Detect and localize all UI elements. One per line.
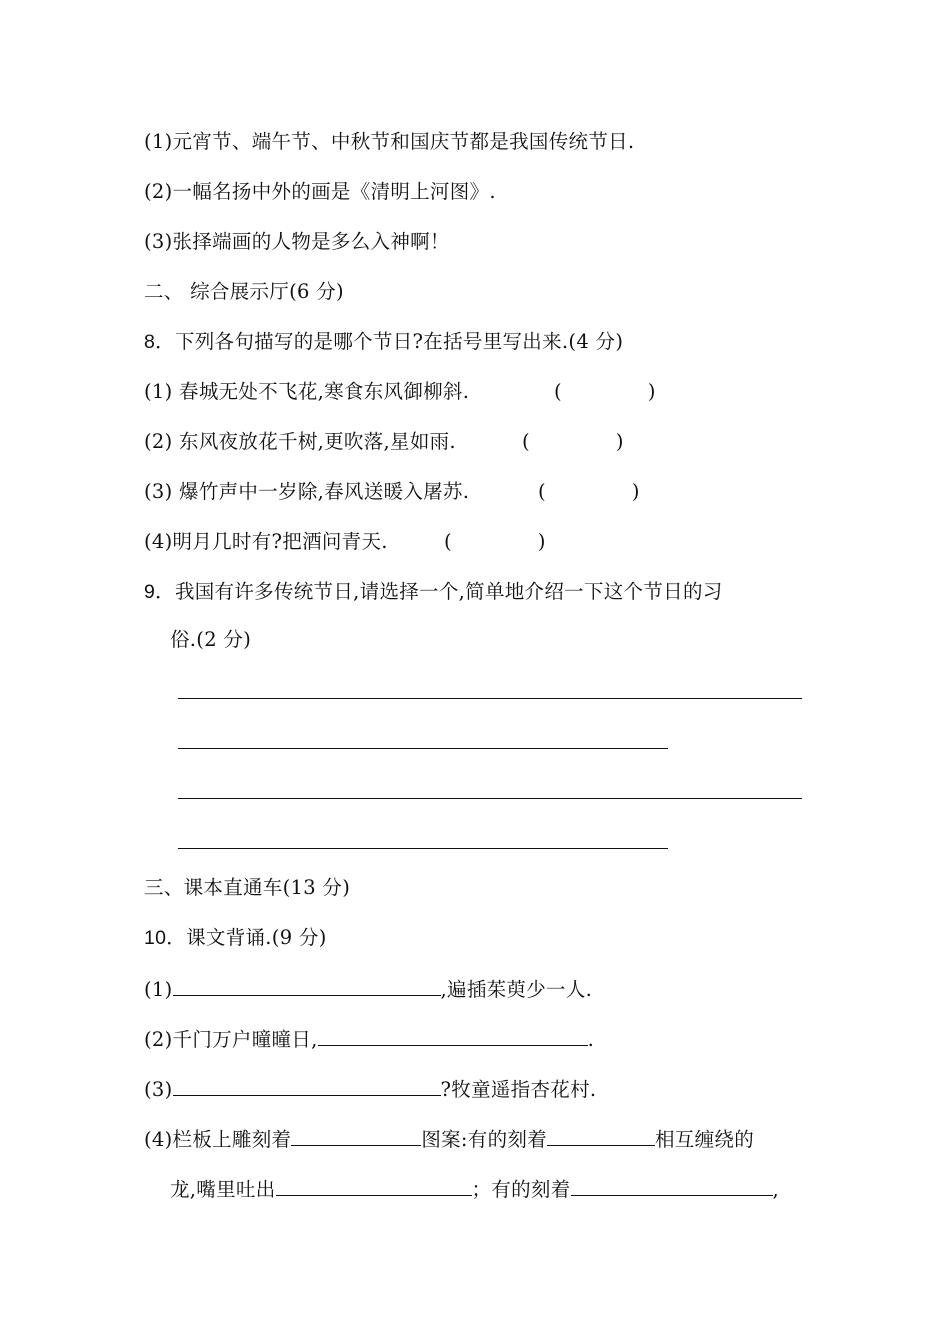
q8-number: 8． <box>144 331 175 353</box>
q7-sentence-1: (1)元宵节、端午节、中秋节和国庆节都是我国传统节日. <box>144 130 635 153</box>
answer-paren[interactable]: ( ) <box>554 380 656 403</box>
q7-sentence-2: (2)一幅名扬中外的画是《清明上河图》. <box>144 180 496 203</box>
q10-item-4-cont: 龙,嘴里吐出 ；有的刻着 , <box>170 1173 779 1203</box>
fill-blank[interactable] <box>173 1073 441 1096</box>
answer-line-2[interactable] <box>178 748 668 749</box>
q10-number: 10． <box>144 927 187 949</box>
q8-item-label: (3) 爆竹声中一岁除,春风送暖入屠苏. <box>144 480 470 503</box>
q9-number: 9． <box>144 581 175 603</box>
section-3-title: 三、课本直通车(13 分) <box>144 876 351 899</box>
q9-stem-line2: 俗.(2 分) <box>170 628 252 651</box>
answer-line-1[interactable] <box>178 698 802 699</box>
answer-line-4[interactable] <box>178 848 668 849</box>
q9-stem-line1: 我国有许多传统节日,请选择一个,简单地介绍一下这个节日的习 <box>174 580 723 603</box>
q10-item-2: (2)千门万户曈曈日, . <box>144 1023 594 1053</box>
q8-heading <box>144 327 623 357</box>
q10-item-4: (4)栏板上雕刻着 图案:有的刻着 相互缠绕的 <box>144 1123 754 1153</box>
answer-paren[interactable]: ( ) <box>538 480 640 503</box>
q10-item-3: (3) ?牧童遥指杏花村. <box>144 1073 596 1103</box>
answer-line-3[interactable] <box>178 798 802 799</box>
answer-paren[interactable]: ( ) <box>444 530 546 553</box>
q8-item-label: (2) 东风夜放花千树,更吹落,星如雨. <box>144 430 456 453</box>
fill-blank[interactable] <box>173 973 441 996</box>
q8-stem: 下列各句描写的是哪个节日?在括号里写出来.(4 分) <box>174 330 624 353</box>
q8-item-label: (1) 春城无处不飞花,寒食东风御柳斜. <box>144 380 470 403</box>
fill-blank[interactable] <box>291 1123 421 1146</box>
fill-blank[interactable] <box>571 1173 773 1196</box>
q8-item-label: (4)明月几时有?把酒问青天. <box>144 530 388 553</box>
fill-blank[interactable] <box>547 1123 655 1146</box>
q8-item-3 <box>144 477 640 507</box>
q10-heading <box>144 923 327 953</box>
fill-blank[interactable] <box>318 1023 588 1046</box>
q8-item-4 <box>144 527 546 557</box>
answer-paren[interactable]: ( ) <box>522 430 624 453</box>
q7-sentence-3: (3)张择端画的人物是多么入神啊！ <box>144 230 450 253</box>
q9-heading <box>144 577 723 607</box>
q10-item-1: (1) ,遍插茱萸少一人. <box>144 973 592 1003</box>
q8-item-2 <box>144 427 624 457</box>
fill-blank[interactable] <box>276 1173 472 1196</box>
section-2-title: 二、 综合展示厅(6 分) <box>144 280 344 303</box>
q10-stem: 课文背诵.(9 分) <box>186 926 327 949</box>
q8-item-1 <box>144 377 656 407</box>
